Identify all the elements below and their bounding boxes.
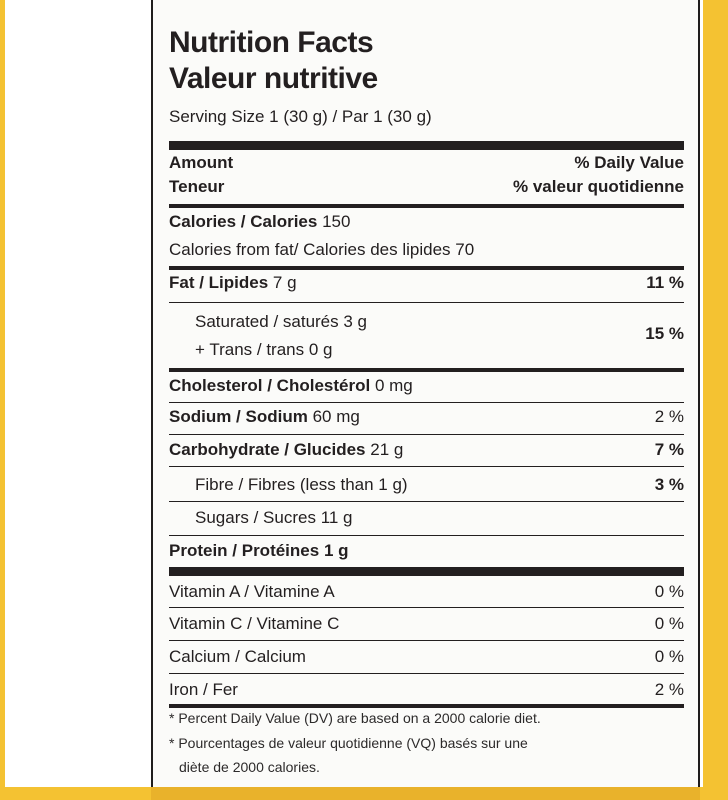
vitamin-c-row (169, 614, 684, 634)
sodium-label: Sodium / Sodium (169, 407, 308, 426)
thin-divider (169, 434, 684, 435)
sugars-amount: 11 g (320, 508, 353, 527)
saturated-percent: 15 % (645, 324, 684, 343)
valeur-quotidienne-heading: % valeur quotidienne (513, 177, 684, 196)
calcium-percent: 0 % (654, 647, 684, 666)
fat-amount: 7 g (272, 273, 297, 292)
iron-row (169, 680, 684, 700)
title-french: Valeur nutritive (169, 62, 378, 95)
nutrition-facts-label (151, 0, 700, 800)
protein-amount: 1 g (323, 541, 349, 560)
thin-divider (169, 673, 684, 674)
trans-label: + Trans / trans (195, 340, 305, 359)
teneur-heading: Teneur (169, 177, 225, 196)
thin-divider (169, 535, 684, 536)
vitamin-a-label: Vitamin A / Vitamine A (169, 582, 335, 601)
fibre-row (195, 475, 684, 495)
fat-row (169, 273, 684, 293)
trans-amount: 0 g (308, 340, 333, 359)
footnote-french-line-2: diète de 2000 calories. (179, 759, 320, 775)
footnote-french-line-1: * Pourcentages de valeur quotidienne (VQ) basés sur une (169, 735, 528, 751)
package-bottom-edge (0, 787, 703, 800)
serving-size: Serving Size 1 (30 g) / Par 1 (30 g) (169, 107, 432, 126)
thin-divider (169, 501, 684, 502)
saturated-amount: 3 g (343, 312, 368, 331)
calories-value: 150 (322, 212, 351, 231)
cholesterol-label: Cholesterol / Cholestérol (169, 376, 371, 395)
package-background-right (703, 0, 728, 800)
sugars-row (195, 508, 684, 528)
fat-percent: 11 % (646, 273, 684, 292)
vitamin-a-percent: 0 % (654, 582, 684, 601)
medium-divider (169, 704, 684, 708)
calcium-label: Calcium / Calcium (169, 647, 306, 666)
thin-divider (169, 402, 684, 403)
calories-from-fat-label: Calories from fat/ Calories des lipides (169, 240, 451, 259)
vitamin-a-row (169, 582, 684, 602)
calcium-row (169, 647, 684, 667)
calories-from-fat-value: 70 (455, 240, 475, 259)
amount-heading: Amount (169, 153, 234, 172)
trans-row (195, 340, 684, 360)
carbohydrate-row (169, 440, 684, 460)
thin-divider (169, 466, 684, 467)
fibre-amount: (less than 1 g) (299, 475, 408, 494)
carbohydrate-amount: 21 g (370, 440, 404, 459)
medium-divider (169, 266, 684, 270)
saturated-label: Saturated / saturés (195, 312, 339, 331)
iron-label: Iron / Fer (169, 680, 238, 699)
protein-row (169, 541, 684, 561)
fibre-percent: 3 % (654, 475, 684, 494)
thick-divider (169, 567, 684, 576)
sodium-row (169, 407, 684, 427)
saturated-row (195, 312, 684, 332)
calories-row (169, 212, 684, 232)
daily-value-heading: % Daily Value (574, 153, 684, 172)
package-background-left (0, 0, 5, 800)
calories-label: Calories / Calories (169, 212, 318, 231)
cholesterol-amount: 0 mg (374, 376, 413, 395)
sodium-percent: 2 % (654, 407, 684, 426)
header-row-2 (169, 177, 684, 197)
vitamin-c-label: Vitamin C / Vitamine C (169, 614, 340, 633)
thick-divider (169, 141, 684, 150)
footnote-english: * Percent Daily Value (DV) are based on a 2000 calorie diet. (169, 710, 541, 726)
carbohydrate-label: Carbohydrate / Glucides (169, 440, 366, 459)
medium-divider (169, 368, 684, 372)
carbohydrate-percent: 7 % (654, 440, 684, 459)
thin-divider (169, 607, 684, 608)
fat-label: Fat / Lipides (169, 273, 269, 292)
header-row-1 (169, 153, 684, 173)
protein-label: Protein / Protéines (169, 541, 320, 560)
medium-divider (169, 204, 684, 208)
calories-from-fat-row (169, 240, 684, 260)
iron-percent: 2 % (654, 680, 684, 699)
fibre-label: Fibre / Fibres (195, 475, 296, 494)
sugars-label: Sugars / Sucres (195, 508, 316, 527)
vitamin-c-percent: 0 % (654, 614, 684, 633)
title-english: Nutrition Facts (169, 26, 374, 59)
cholesterol-row (169, 376, 684, 396)
sodium-amount: 60 mg (312, 407, 360, 426)
thin-divider (169, 640, 684, 641)
thin-divider (169, 302, 684, 303)
